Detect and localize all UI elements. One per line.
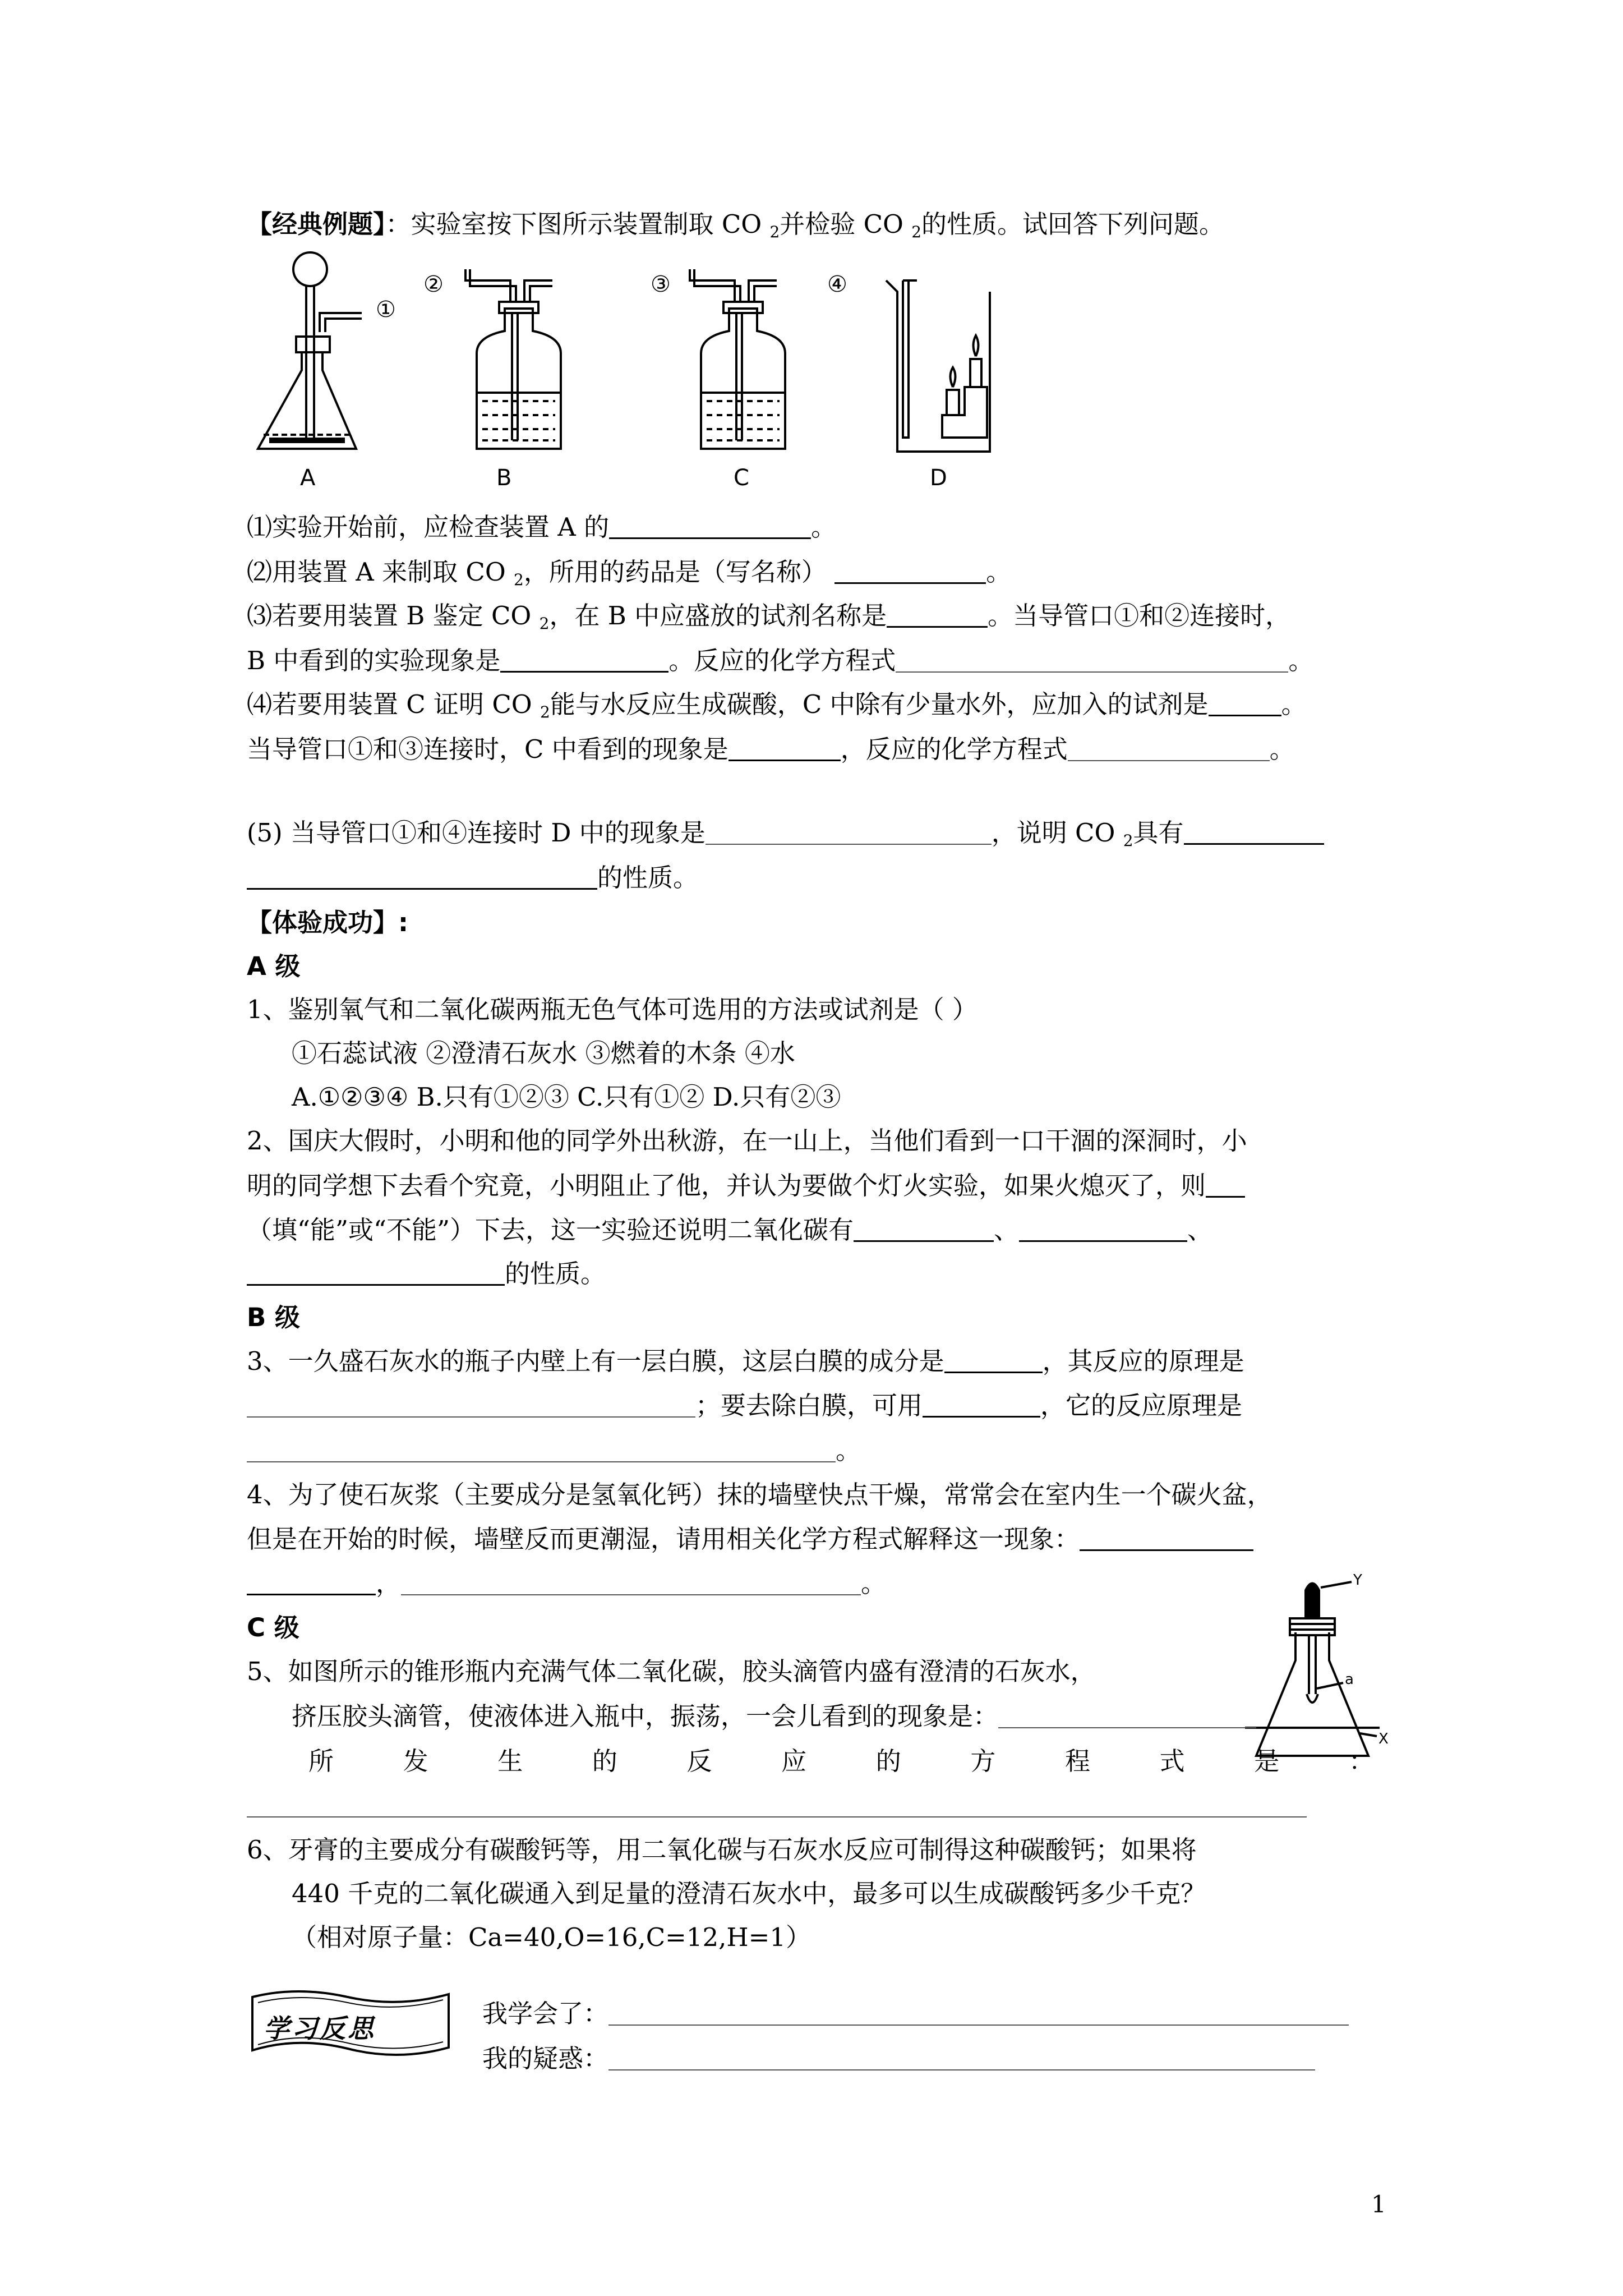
p3-line2: ；要去除白膜，可用 ，它的反应原理是 (247, 1389, 1242, 1423)
q2-line: ⑵用装置 A 来制取 CO $_2$，所用的药品是（写名称） 。 (247, 557, 1012, 589)
level-b-title: B 级 (247, 1303, 300, 1332)
p6-line2: 440 千克的二氧化碳通入到足量的澄清石灰水中，最多可以生成碳酸钙多少千克？ (292, 1879, 1206, 1908)
q2-blank[interactable] (834, 558, 986, 584)
level-c-title: C 级 (247, 1613, 299, 1642)
p6-line3: （相对原子量：Ca=40,O=16,C=12,H=1） (292, 1922, 811, 1952)
p3-line1: 3、一久盛石灰水的瓶子内壁上有一层白膜，这层白膜的成分是 ，其反应的原理是 (247, 1346, 1244, 1376)
q4-blank-phenomenon[interactable] (728, 735, 841, 761)
label-n4: ④ (827, 272, 847, 297)
p4-blank-eq1[interactable] (1080, 1525, 1253, 1551)
q5-blank-phenomenon[interactable] (706, 819, 992, 845)
p1-items: ①石蕊试液 ②澄清石灰水 ③燃着的木条 ④水 (292, 1038, 795, 1068)
label-b: B (496, 465, 512, 491)
p3-blank-remover[interactable] (923, 1391, 1040, 1418)
p3-blank-principle[interactable] (247, 1392, 695, 1418)
p2-line4: 的性质。 (247, 1257, 606, 1291)
q5-line1: (5) 当导管口①和④连接时 D 中的现象是 ，说明 CO $_2$具有 (247, 816, 1324, 858)
q4-blank-equation[interactable] (1068, 735, 1270, 761)
p3-blank-principle2[interactable] (247, 1437, 836, 1462)
q5-blank-property[interactable] (1184, 818, 1324, 845)
p5-line2: 挤压胶头滴管，使液体进入瓶中，振荡，一会儿看到的现象是： (292, 1700, 1256, 1733)
reflection-badge-text: 学习反思 (264, 2013, 376, 2044)
p1-options: A.①②③④ B.只有①②③ C.只有①② D.只有②③ (292, 1082, 841, 1112)
p5-blank-phenomenon[interactable] (998, 1703, 1256, 1728)
level-a-title: A 级 (247, 951, 301, 981)
reflection-learned-input[interactable] (608, 2002, 1349, 2026)
q3-blank-phenomenon[interactable] (500, 646, 668, 673)
apparatus-a (258, 252, 362, 449)
p2-line3: （填“能”或“不能”）下去，这一实验还说明二氧化碳有 、 、 (247, 1215, 1213, 1245)
p2-line2: 明的同学想下去看个究竟，小明阻止了他，并认为要做个灯火实验，如果火熄灭了，则 (247, 1169, 1245, 1203)
label-n1: ① (376, 297, 396, 323)
p5-line1: 5、如图所示的锥形瓶内充满气体二氧化碳，胶头滴管内盛有澄清的石灰水， (247, 1657, 1096, 1686)
apparatus-d (886, 280, 990, 452)
p2-blank-property3[interactable] (247, 1259, 505, 1286)
q3-blank-reagent[interactable] (887, 601, 988, 628)
label-n2: ② (423, 272, 444, 297)
p5-blank-equation[interactable] (247, 1816, 1307, 1818)
q3-line1: ⑶若要用装置 B 鉴定 CO $_2$，在 B 中应盛放的试剂名称是 。当导管口①和②连接时， (247, 601, 1291, 633)
p4-blank-eq1-cont[interactable] (247, 1569, 376, 1595)
q4-line2: 当导管口①和③连接时，C 中看到的现象是 ，反应的化学方程式 。 (247, 734, 1295, 764)
label-c: C (734, 465, 749, 491)
p4-line2: 但是在开始的时候，墙壁反而更潮湿，请用相关化学方程式解释这一现象： (247, 1522, 1253, 1556)
apparatus-c (690, 269, 785, 449)
p4-blank-eq2[interactable] (401, 1570, 861, 1595)
q4-blank-reagent[interactable] (1209, 690, 1281, 716)
reflection-doubts-input[interactable] (608, 2047, 1315, 2070)
example-heading-line: 【经典例题】：实验室按下图所示装置制取 CO $_2$并检验 CO $_2$的性质。试回答下列问题。 (247, 209, 1225, 241)
practice-heading: 【体验成功】: (247, 908, 408, 937)
label-d: D (930, 465, 947, 491)
apparatus-figure (247, 247, 1009, 494)
q1-line: ⑴实验开始前，应检查装置 A 的 。 (247, 512, 837, 542)
q4-line1: ⑷若要用装置 C 证明 CO $_2$能与水反应生成碳酸，C 中除有少量水外，应加入的试剂是 。 (247, 689, 1307, 721)
p6-line1: 6、牙膏的主要成分有碳酸钙等，用二氧化碳与石灰水反应可制得这种碳酸钙；如果将 (247, 1835, 1197, 1865)
p3-line3: 。 (247, 1434, 861, 1467)
q5-blank-property-cont[interactable] (247, 863, 597, 890)
label-a: A (300, 465, 316, 491)
apparatus-b (465, 269, 561, 449)
example-intro-a: ：实验室按下图所示装置制取 CO (385, 209, 770, 239)
page-number: 1 (1371, 2191, 1386, 2218)
flask-label-a: a (1345, 1671, 1354, 1688)
p2-blank-can[interactable] (1206, 1171, 1245, 1198)
p2-blank-property1[interactable] (854, 1216, 994, 1242)
q1-blank[interactable] (609, 513, 811, 539)
example-heading: 【经典例题】 (247, 209, 386, 239)
flask-label-y: Y (1353, 1572, 1362, 1589)
label-n3: ③ (651, 272, 671, 297)
p5-line3: 所 发 生 的 反 应 的 方 程 式 是 ： (308, 1746, 1374, 1776)
flask-label-x: X (1378, 1731, 1389, 1747)
p4-line3: ， 。 (247, 1567, 886, 1600)
reflection-doubts-line: 我的疑惑： (482, 2042, 1315, 2076)
p3-blank-component[interactable] (944, 1347, 1043, 1373)
p4-line1: 4、为了使石灰浆（主要成分是氢氧化钙）抹的墙壁快点干燥，常常会在室内生一个碳火盆， (247, 1480, 1272, 1510)
p2-blank-property2[interactable] (1019, 1216, 1187, 1242)
q3-blank-equation[interactable] (896, 647, 1288, 673)
p1-stem: 1、鉴别氧气和二氧化碳两瓶无色气体可选用的方法或试剂是（ ） (247, 995, 978, 1024)
reflection-learned-line: 我学会了： (482, 1997, 1349, 2031)
q3-line2: B 中看到的实验现象是 。反应的化学方程式 。 (247, 646, 1314, 675)
q5-line2: 的性质。 (247, 861, 698, 895)
p2-line1: 2、国庆大假时，小明和他的同学外出秋游，在一山上，当他们看到一口干涸的深洞时，小 (247, 1126, 1247, 1156)
